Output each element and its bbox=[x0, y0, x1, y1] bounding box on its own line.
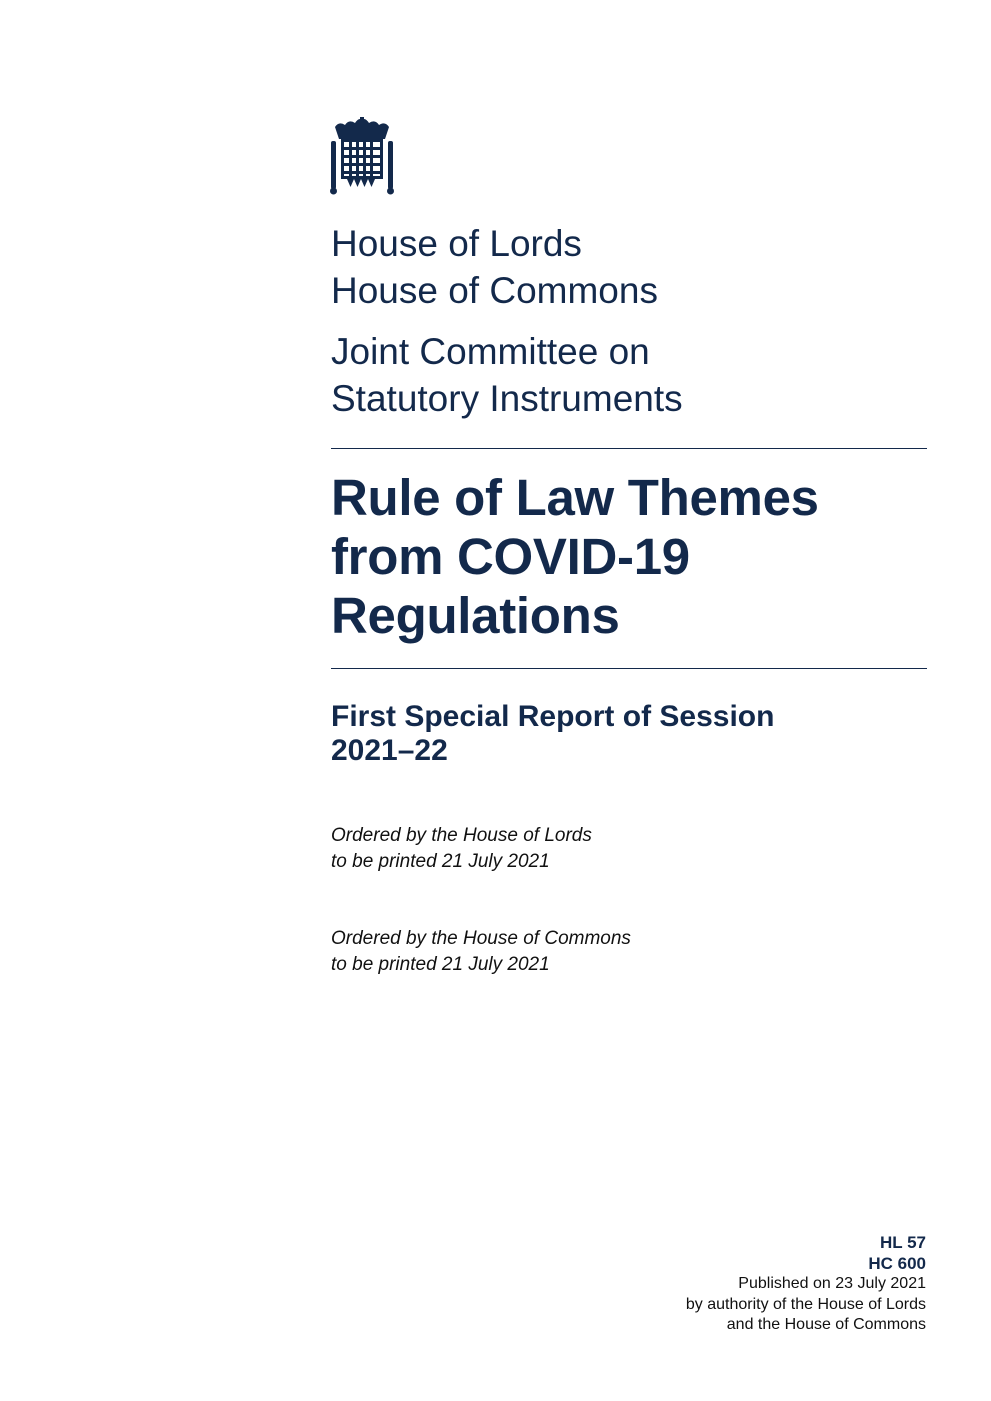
committee-line-2: Statutory Instruments bbox=[331, 378, 683, 419]
hl-number: HL 57 bbox=[880, 1233, 926, 1252]
title-line-3: Regulations bbox=[331, 587, 620, 644]
title-line-2: from COVID-19 bbox=[331, 528, 690, 585]
report-title bbox=[331, 468, 927, 645]
report-subtitle bbox=[331, 700, 927, 768]
house-of-lords: House of Lords bbox=[331, 223, 582, 264]
title-line-1: Rule of Law Themes bbox=[331, 469, 819, 526]
order-commons-line-1: Ordered by the House of Commons bbox=[331, 928, 631, 949]
hc-number: HC 600 bbox=[868, 1253, 926, 1273]
houses-heading bbox=[331, 220, 658, 314]
order-commons bbox=[331, 926, 631, 978]
subtitle-line-2: 2021–22 bbox=[331, 734, 448, 767]
committee-name bbox=[331, 328, 683, 422]
published-date: Published on 23 July 2021 bbox=[738, 1275, 926, 1292]
order-lords-line-2: to be printed 21 July 2021 bbox=[331, 851, 550, 872]
house-of-commons: House of Commons bbox=[331, 270, 658, 311]
committee-line-1: Joint Committee on bbox=[331, 331, 650, 372]
order-commons-line-2: to be printed 21 July 2021 bbox=[331, 954, 550, 975]
divider-top bbox=[331, 448, 927, 449]
authority-line-2: and the House of Commons bbox=[726, 1316, 926, 1333]
divider-bottom bbox=[331, 668, 927, 669]
publication-info bbox=[686, 1233, 926, 1336]
authority-line-1: by authority of the House of Lords bbox=[685, 1295, 926, 1313]
order-lords-line-1: Ordered by the House of Lords bbox=[331, 825, 592, 846]
order-lords bbox=[331, 823, 592, 875]
portcullis-icon bbox=[329, 117, 395, 195]
subtitle-line-1: First Special Report of Session bbox=[331, 700, 775, 733]
